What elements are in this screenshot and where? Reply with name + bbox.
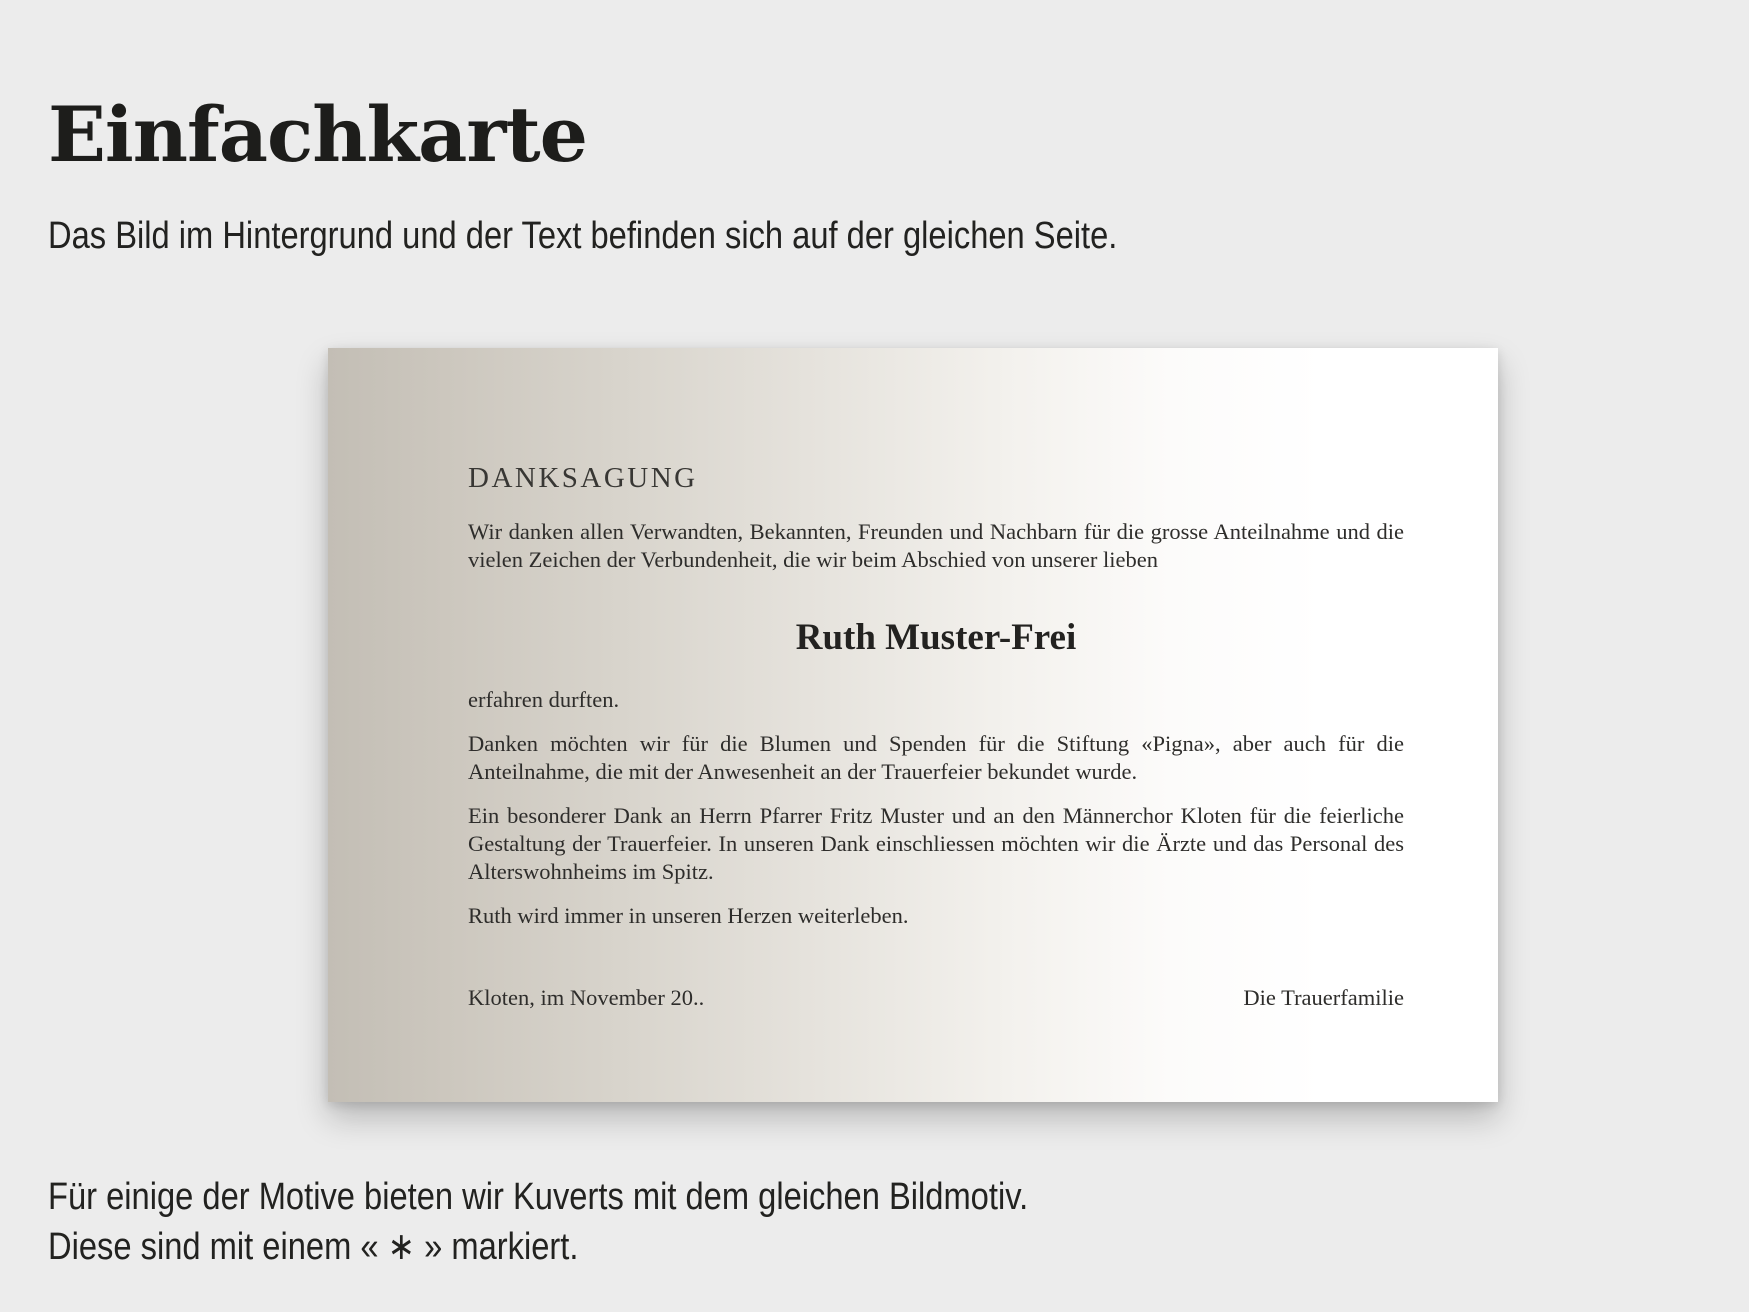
card-content xyxy=(468,348,1404,1012)
place-date: Kloten, im November 20.. xyxy=(468,985,705,1010)
deceased-name: Ruth Muster-Frei xyxy=(795,617,1077,658)
page-footer xyxy=(48,1172,1188,1272)
card-paragraph-erfahren: erfahren durften. xyxy=(468,687,620,712)
card-paragraph-intro: Wir danken allen Verwandten, Bekannten, Freunden und Nachbarn für die grosse Anteilnahme und die vielen Zeichen der Verbundenheit, die wir beim Abschied von unserer lieben xyxy=(468,519,1404,572)
card-paragraph-herzen: Ruth wird immer in unseren Herzen weiterleben. xyxy=(468,903,909,928)
card-paragraph-besonderer-dank: Ein besonderer Dank an Herrn Pfarrer Fritz Muster und an den Männerchor Kloten für die feierliche Gestaltung der Trauerfeier. In unseren Dank einschliessen möchten wir die Ärzte und das Personal des Alterswohnheims im Spitz. xyxy=(468,803,1404,884)
card-heading: DANKSAGUNG xyxy=(468,462,698,494)
card-preview xyxy=(328,348,1498,1102)
card-paragraph-danken: Danken möchten wir für die Blumen und Spenden für die Stiftung «Pigna», aber auch für die Anteilnahme, die mit der Anwesenheit an der Trauerfeier bekundet wurde. xyxy=(468,731,1404,784)
footer-line-1: Für einige der Motive bieten wir Kuverts mit dem gleichen Bildmotiv. xyxy=(48,1176,1029,1218)
page-subtitle-text: Das Bild im Hintergrund und der Text befinden sich auf der gleichen Seite. xyxy=(48,215,1118,257)
footer-line-2: Diese sind mit einem « ∗ » markiert. xyxy=(48,1226,579,1268)
card-signature-row xyxy=(468,984,1404,1012)
signature: Die Trauerfamilie xyxy=(1243,985,1404,1010)
page-subtitle xyxy=(48,212,1291,261)
page-title: Einfachkarte xyxy=(48,89,587,179)
